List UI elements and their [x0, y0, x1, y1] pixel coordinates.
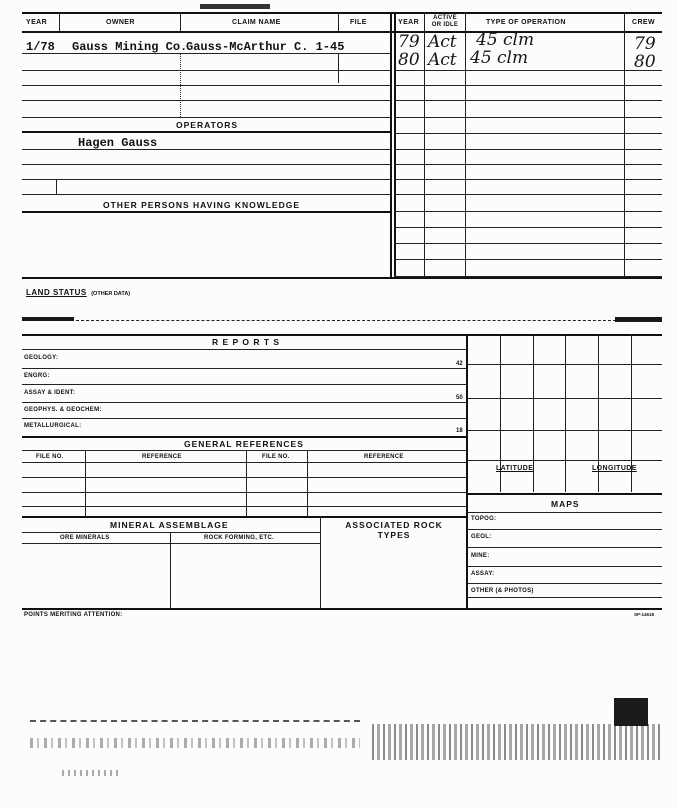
header-claim-name: CLAIM NAME — [232, 19, 281, 26]
report-engrg: ENGRG: — [24, 373, 50, 379]
op1-status: Act — [428, 32, 457, 52]
claim-year: 1/78 — [26, 40, 55, 54]
report-geophys: GEOPHYS. & GEOCHEM: — [24, 407, 102, 413]
scan-noise — [372, 724, 662, 760]
report-assay: ASSAY & IDENT: — [24, 390, 76, 396]
points-meriting-attention: POINTS MERITING ATTENTION: — [24, 612, 123, 618]
op1-year: 79 — [398, 32, 420, 52]
claim-owner: Gauss Mining Co. — [72, 40, 188, 54]
header-type-of-operation: TYPE OF OPERATION — [486, 19, 566, 26]
scan-noise — [30, 738, 360, 748]
operators-heading: OPERATORS — [176, 120, 239, 130]
op2-type: 45 clm — [470, 48, 529, 68]
op2-status: Act — [428, 50, 457, 70]
scan-noise — [30, 720, 360, 723]
gr-col-ref-1: REFERENCE — [142, 454, 182, 460]
report-geology-code: 42 — [456, 361, 463, 367]
header-year-right: YEAR — [398, 19, 420, 26]
report-metallurgical: METALLURGICAL: — [24, 423, 82, 429]
header-year: YEAR — [26, 19, 48, 26]
report-geology: GEOLOGY: — [24, 355, 59, 361]
header-owner: OWNER — [106, 19, 135, 26]
land-status: LAND STATUS (OTHER DATA) — [26, 288, 131, 297]
op1-type: 45 clm — [476, 30, 535, 50]
latitude-label: LATITUDE — [496, 465, 534, 472]
maps-other: OTHER (& PHOTOS) — [471, 588, 534, 594]
scan-noise — [614, 698, 648, 726]
longitude-label: LONGITUDE — [592, 465, 637, 472]
other-persons-heading: OTHER PERSONS HAVING KNOWLEDGE — [103, 200, 301, 210]
general-references-heading: GENERAL REFERENCES — [184, 439, 304, 449]
report-assay-code: 50 — [456, 395, 463, 401]
maps-geol: GEOL: — [471, 534, 492, 540]
op1-crew: 79 — [634, 34, 656, 54]
maps-assay: ASSAY: — [471, 571, 495, 577]
header-crew: CREW — [632, 19, 655, 26]
report-metallurgical-code: 18 — [456, 428, 463, 434]
header-file: FILE — [350, 19, 367, 26]
scan-noise — [62, 770, 122, 776]
header-active-or-idle: ACTIVE OR IDLE — [431, 15, 459, 28]
form-number: SP-14618 — [634, 612, 655, 617]
reports-heading: R E P O R T S — [212, 337, 281, 347]
gr-col-file-2: FILE NO. — [262, 454, 290, 460]
maps-mine: MINE: — [471, 553, 490, 559]
associated-rock-types: ASSOCIATED ROCK TYPES — [345, 520, 443, 540]
gr-col-ref-2: REFERENCE — [364, 454, 404, 460]
rock-forming-label: ROCK FORMING, ETC. — [204, 535, 275, 541]
op2-year: 80 — [398, 50, 420, 70]
op2-crew: 80 — [634, 52, 656, 72]
maps-topog: TOPOG: — [471, 516, 497, 522]
claim-name: Gauss-McArthur C. 1-45 — [186, 40, 345, 54]
operator-name: Hagen Gauss — [78, 136, 158, 150]
mineral-assemblage-heading: MINERAL ASSEMBLAGE — [110, 520, 229, 530]
ore-minerals-label: ORE MINERALS — [60, 535, 110, 541]
maps-heading: MAPS — [551, 499, 580, 509]
scan-mark — [200, 4, 270, 9]
gr-col-file-1: FILE NO. — [36, 454, 64, 460]
